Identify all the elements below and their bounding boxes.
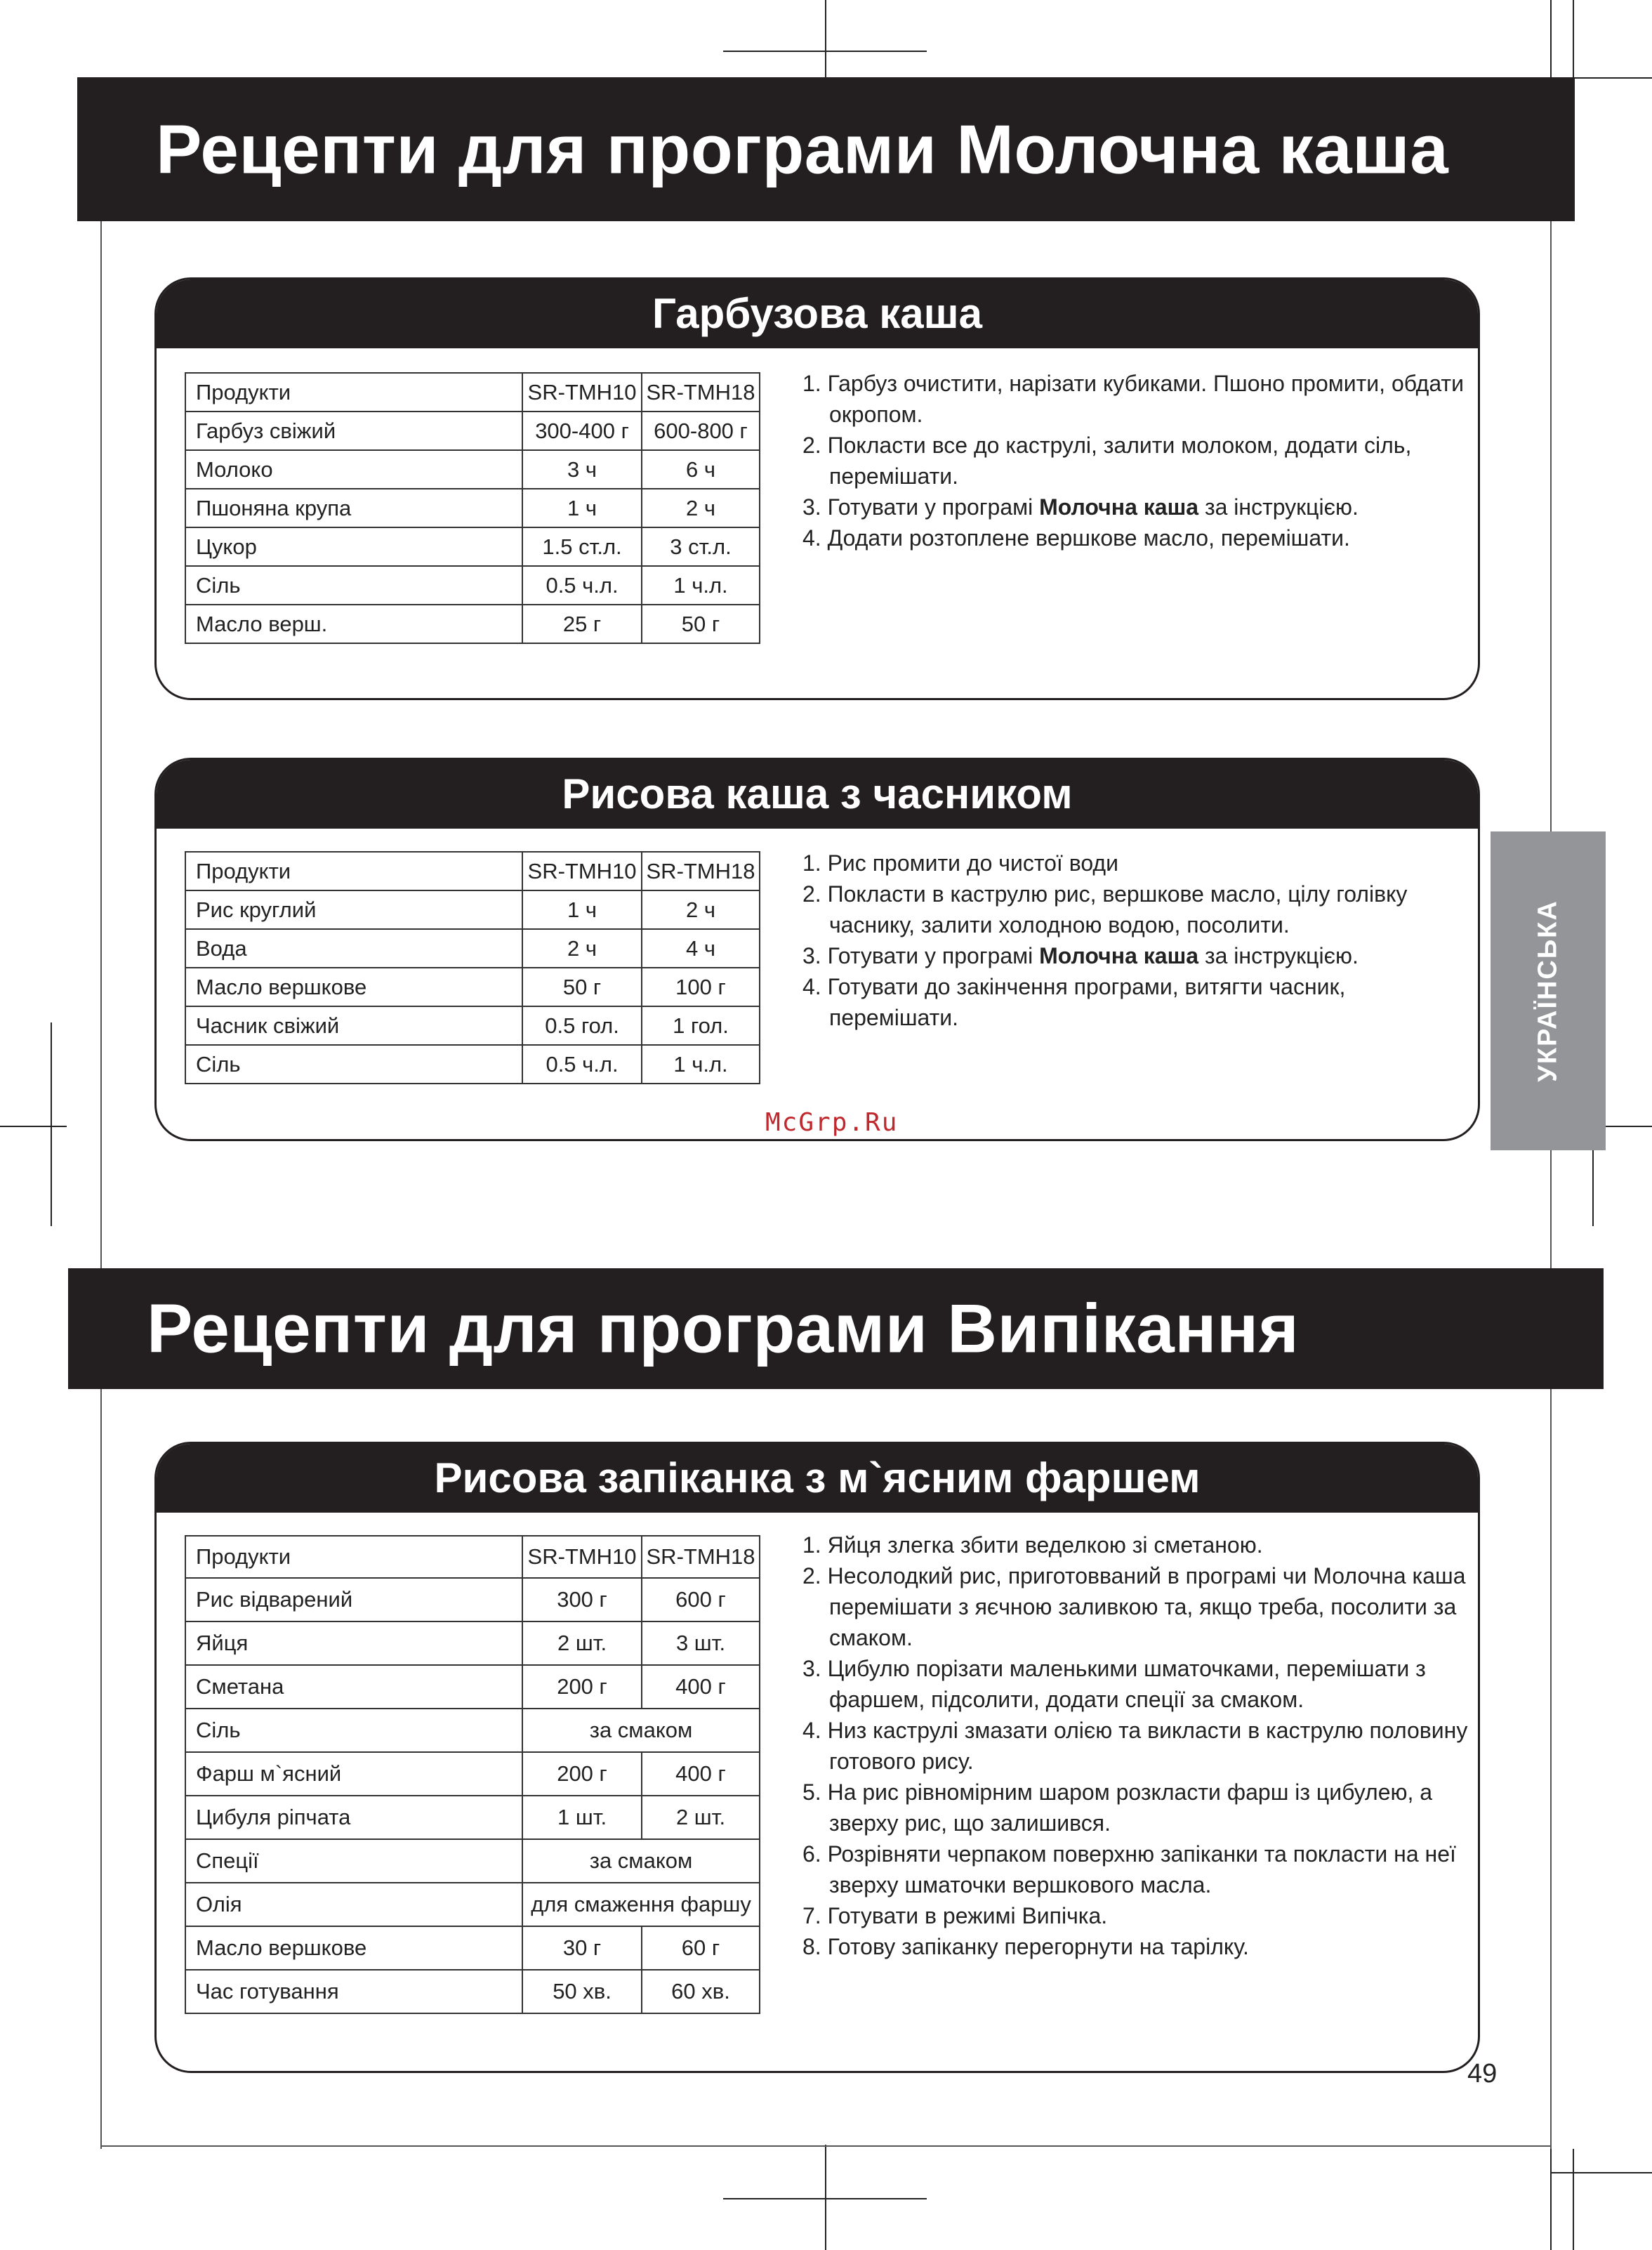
step: 2. Несолодкий рис, приготовваний в програмі чи Молочна каша перемішати з яєчною заливкою та, якщо треба, посолити за смаком. [802, 1563, 1466, 1650]
section-banner-baking [68, 1268, 1604, 1389]
ingredients-table [185, 851, 760, 1084]
watermark: McGrp.Ru [765, 1108, 899, 1137]
header-cell: Продукти [185, 852, 522, 890]
step: 1. Яйця злегка збити веделкою зі сметаною. [802, 1532, 1263, 1558]
section-title: Рецепти для програми Молочна каша [156, 110, 1449, 188]
table-row [185, 1665, 760, 1709]
table-header-row [185, 373, 760, 412]
section-banner-milk-porridge [77, 77, 1575, 221]
amount-tmh18: 100 г [642, 968, 760, 1006]
instruction-steps [802, 1529, 1469, 1962]
amount-tmh10: 0.5 гол. [522, 1006, 642, 1045]
amount-tmh18: 2 ч [642, 489, 760, 527]
ingredient-name: Масло верш. [185, 605, 522, 643]
amount-both: за смаком [522, 1709, 760, 1752]
recipe-card-casserole [154, 1442, 1480, 2073]
trim-mark [1573, 2149, 1574, 2250]
ingredient-name: Сметана [185, 1665, 522, 1709]
step: 1. Гарбуз очистити, нарізати кубиками. Пшоно промити, обдати окропом. [802, 371, 1464, 427]
instruction-steps [802, 848, 1469, 1033]
table-row [185, 412, 760, 450]
ingredient-name: Молоко [185, 450, 522, 489]
amount-tmh10: 0.5 ч.л. [522, 566, 642, 605]
amount-tmh10: 1 шт. [522, 1796, 642, 1839]
ingredient-name: Вода [185, 929, 522, 968]
table-row [185, 1970, 760, 2013]
recipe-title: Рисова каша з часником [157, 760, 1478, 829]
header-cell: SR-TMH18 [642, 373, 760, 412]
section-title: Рецепти для програми Випікання [147, 1289, 1300, 1367]
table-row [185, 1578, 760, 1621]
table-row [185, 1839, 760, 1883]
ingredient-name: Масло вершкове [185, 968, 522, 1006]
amount-tmh10: 300-400 г [522, 412, 642, 450]
table-row [185, 1621, 760, 1665]
table-row [185, 527, 760, 566]
ingredient-name: Фарш м`ясний [185, 1752, 522, 1796]
trim-mark [723, 51, 927, 52]
amount-tmh10: 200 г [522, 1752, 642, 1796]
amount-tmh10: 50 г [522, 968, 642, 1006]
table-row [185, 1796, 760, 1839]
step: 6. Розрівняти черпаком поверхню запіканки та покласти на неї зверху шматочки вершкового масла. [802, 1841, 1456, 1897]
ingredient-name: Цукор [185, 527, 522, 566]
trim-mark [1550, 2149, 1552, 2250]
step: 3. Цибулю порізати маленькими шматочками, перемішати з фаршем, підсолити, додати спеції за смаком. [802, 1656, 1426, 1712]
recipe-title: Рисова запіканка з м`ясним фаршем [157, 1444, 1478, 1513]
language-tab-label: УКРАЇНСЬКА [1533, 900, 1563, 1082]
trim-mark [0, 1126, 67, 1127]
page-number: 49 [1467, 2059, 1498, 2088]
ingredient-name: Гарбуз свіжий [185, 412, 522, 450]
table-row [185, 489, 760, 527]
frame-line [100, 102, 102, 2149]
amount-tmh10: 3 ч [522, 450, 642, 489]
table-row [185, 890, 760, 929]
amount-tmh18: 1 гол. [642, 1006, 760, 1045]
step: 7. Готувати в режимі Випічка. [802, 1903, 1108, 1928]
ingredient-name: Рис круглий [185, 890, 522, 929]
ingredients-table [185, 1535, 760, 2014]
table-row [185, 566, 760, 605]
amount-tmh18: 4 ч [642, 929, 760, 968]
table-row [185, 450, 760, 489]
amount-tmh18: 60 г [642, 1926, 760, 1970]
amount-tmh10: 1 ч [522, 489, 642, 527]
amount-tmh18: 50 г [642, 605, 760, 643]
table-row [185, 1709, 760, 1752]
ingredient-name: Сіль [185, 566, 522, 605]
amount-tmh18: 400 г [642, 1752, 760, 1796]
ingredient-name: Час готування [185, 1970, 522, 2013]
amount-tmh10: 2 шт. [522, 1621, 642, 1665]
amount-tmh10: 1 ч [522, 890, 642, 929]
table-row [185, 1045, 760, 1084]
ingredient-name: Пшоняна крупа [185, 489, 522, 527]
amount-tmh10: 0.5 ч.л. [522, 1045, 642, 1084]
instruction-steps [802, 368, 1469, 553]
trim-mark [1552, 2172, 1652, 2173]
ingredients-table [185, 372, 760, 644]
header-cell: SR-TMH10 [522, 373, 642, 412]
table-row [185, 929, 760, 968]
header-cell: Продукти [185, 373, 522, 412]
recipe-card-rice-garlic [154, 758, 1480, 1141]
table-row [185, 968, 760, 1006]
amount-tmh18: 2 ч [642, 890, 760, 929]
step: 5. На рис рівномірним шаром розкласти фарш із цибулею, а зверху рис, що залишився. [802, 1779, 1433, 1836]
amount-tmh18: 6 ч [642, 450, 760, 489]
ingredient-name: Рис відварений [185, 1578, 522, 1621]
amount-tmh18: 3 ст.л. [642, 527, 760, 566]
header-cell: SR-TMH18 [642, 852, 760, 890]
step: 2. Покласти в каструлю рис, вершкове масло, цілу голівку часнику, залити холодною водою, посолити. [802, 881, 1408, 938]
step: 1. Рис промити до чистої води [802, 850, 1118, 876]
table-header-row [185, 1536, 760, 1578]
header-cell: SR-TMH10 [522, 1536, 642, 1578]
ingredient-name: Часник свіжий [185, 1006, 522, 1045]
step: 3. Готувати у програмі Молочна каша за інструкцією. [802, 494, 1359, 520]
frame-line [100, 2145, 1552, 2147]
step: 3. Готувати у програмі Молочна каша за інструкцією. [802, 943, 1359, 968]
ingredient-name: Яйця [185, 1621, 522, 1665]
recipe-title: Гарбузова каша [157, 279, 1478, 348]
amount-tmh18: 1 ч.л. [642, 566, 760, 605]
step: 8. Готову запіканку перегорнути на тарілку. [802, 1934, 1249, 1959]
ingredient-name: Масло вершкове [185, 1926, 522, 1970]
trim-mark [51, 1022, 52, 1226]
language-tab [1491, 831, 1606, 1150]
amount-tmh18: 3 шт. [642, 1621, 760, 1665]
header-cell: SR-TMH18 [642, 1536, 760, 1578]
amount-tmh10: 25 г [522, 605, 642, 643]
amount-tmh10: 2 ч [522, 929, 642, 968]
amount-both: для смаження фаршу [522, 1883, 760, 1926]
table-row [185, 1883, 760, 1926]
amount-tmh10: 30 г [522, 1926, 642, 1970]
ingredient-name: Спеції [185, 1839, 522, 1883]
trim-mark [825, 2145, 826, 2250]
step: 2. Покласти все до каструлі, залити молоком, додати сіль, перемішати. [802, 433, 1412, 489]
table-row [185, 1006, 760, 1045]
trim-mark [723, 2198, 927, 2199]
amount-tmh10: 300 г [522, 1578, 642, 1621]
header-cell: SR-TMH10 [522, 852, 642, 890]
recipe-card-pumpkin [154, 277, 1480, 700]
table-row [185, 1926, 760, 1970]
amount-tmh10: 50 хв. [522, 1970, 642, 2013]
amount-tmh18: 600-800 г [642, 412, 760, 450]
table-row [185, 1752, 760, 1796]
amount-tmh18: 60 хв. [642, 1970, 760, 2013]
amount-tmh18: 1 ч.л. [642, 1045, 760, 1084]
amount-tmh18: 400 г [642, 1665, 760, 1709]
header-cell: Продукти [185, 1536, 522, 1578]
step: 4. Готувати до закінчення програми, витягти часник, перемішати. [802, 974, 1346, 1030]
ingredient-name: Цибуля ріпчата [185, 1796, 522, 1839]
ingredient-name: Сіль [185, 1045, 522, 1084]
table-header-row [185, 852, 760, 890]
amount-tmh10: 1.5 ст.л. [522, 527, 642, 566]
step: 4. Додати розтоплене вершкове масло, перемішати. [802, 525, 1350, 551]
ingredient-name: Олія [185, 1883, 522, 1926]
ingredient-name: Сіль [185, 1709, 522, 1752]
amount-both: за смаком [522, 1839, 760, 1883]
step: 4. Низ каструлі змазати олією та викласти в каструлю половину готового рису. [802, 1718, 1468, 1774]
amount-tmh10: 200 г [522, 1665, 642, 1709]
amount-tmh18: 600 г [642, 1578, 760, 1621]
amount-tmh18: 2 шт. [642, 1796, 760, 1839]
table-row [185, 605, 760, 643]
